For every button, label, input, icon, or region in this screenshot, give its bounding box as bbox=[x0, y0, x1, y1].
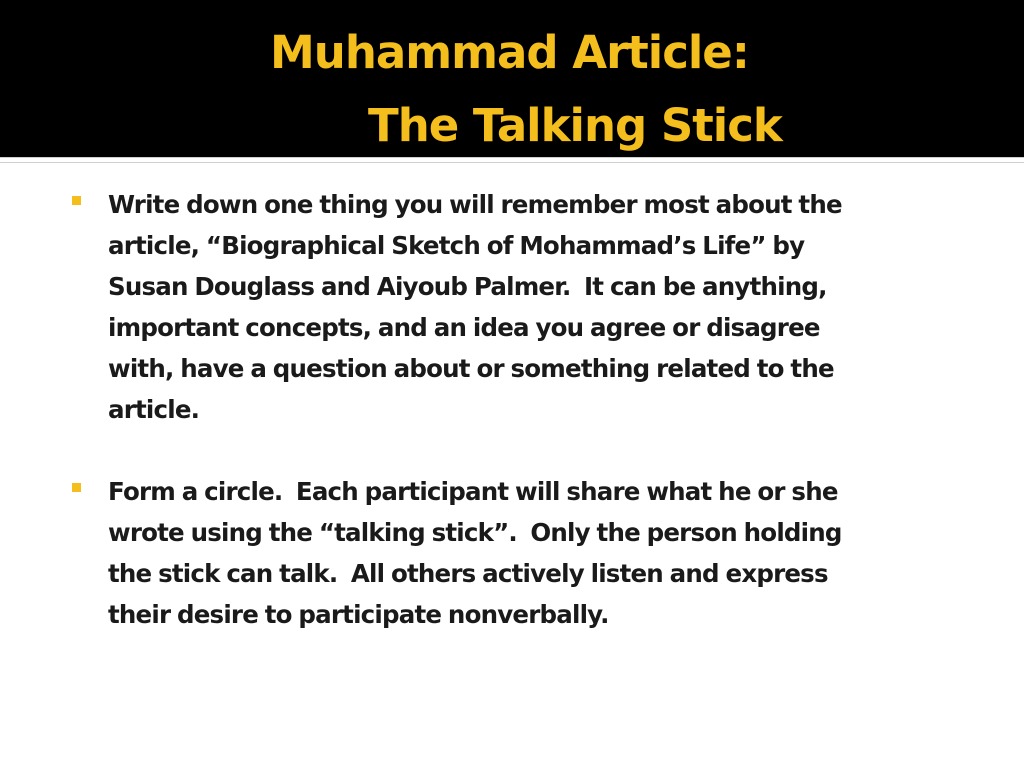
title-divider bbox=[0, 157, 1024, 163]
slide-title-line-1: Muhammad Article: bbox=[270, 26, 749, 79]
bullet-item-1 bbox=[70, 184, 970, 430]
bullet-text bbox=[108, 184, 970, 430]
bullet-line: important concepts, and an idea you agree or disagree bbox=[108, 313, 820, 342]
bullet-line: their desire to participate nonverbally. bbox=[108, 600, 609, 629]
bullet-line: the stick can talk. All others actively listen and express bbox=[108, 559, 828, 588]
square-bullet-icon bbox=[72, 196, 81, 205]
bullet-item-2 bbox=[70, 471, 970, 635]
title-band bbox=[0, 0, 1024, 157]
bullet-line: article. bbox=[108, 395, 200, 424]
bullet-text bbox=[108, 471, 970, 635]
bullet-line: wrote using the “talking stick”. Only the person holding bbox=[108, 518, 842, 547]
bullet-line: with, have a question about or something related to the bbox=[108, 354, 834, 383]
bullet-line: article, “Biographical Sketch of Mohammad’s Life” by bbox=[108, 231, 805, 260]
bullet-line: Form a circle. Each participant will share what he or she bbox=[108, 477, 838, 506]
bullet-line: Susan Douglass and Aiyoub Palmer. It can be anything, bbox=[108, 272, 827, 301]
bullet-line: Write down one thing you will remember most about the bbox=[108, 190, 842, 219]
square-bullet-icon bbox=[72, 483, 81, 492]
slide-content bbox=[70, 184, 970, 676]
slide-title-line-2: The Talking Stick bbox=[368, 99, 782, 152]
